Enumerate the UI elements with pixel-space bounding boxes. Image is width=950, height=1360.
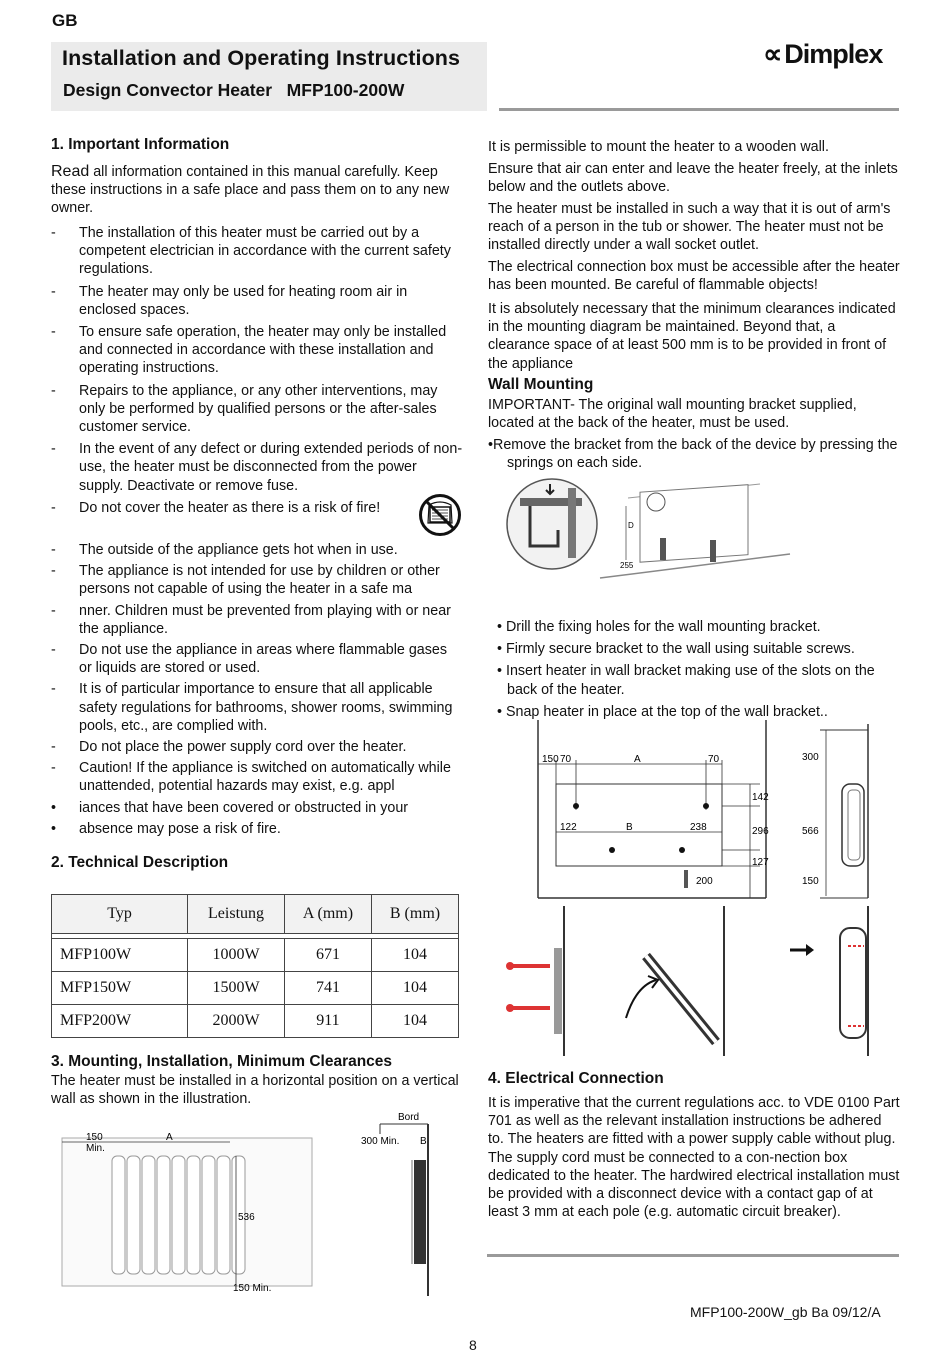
list-marker: - [51, 563, 56, 580]
do-not-cover-warning-icon [418, 493, 462, 537]
label-300-min: 300 Min. [361, 1136, 400, 1147]
table-row [52, 939, 459, 972]
screw-icon [510, 966, 550, 1008]
dim-142: 142 [752, 792, 769, 803]
section3-heading: 3. Mounting, Installation, Minimum Clearances [51, 1053, 393, 1070]
table-cell: 2000W [188, 1005, 285, 1038]
list-item-text: In the event of any defect or during extended periods of non-use, the heater must be disconnected from the power supply. Deactivate or remove fuse. [79, 441, 463, 494]
side-heater [414, 1160, 426, 1264]
label-bord: Bord [398, 1112, 420, 1123]
page-number: 8 [469, 1337, 477, 1353]
logo-text: Dimplex [784, 39, 883, 69]
list-marker: - [51, 602, 56, 619]
mounting-dimension-diagram [520, 720, 900, 902]
wall-mounting-important: IMPORTANT- The original wall mounting bracket supplied, located at the back of the heater, must be used. [488, 397, 857, 432]
dim-536: 536 [238, 1212, 255, 1223]
list-item-text: Do not use the appliance in areas where flammable gases or liquids are stored or used. [79, 642, 447, 677]
list-marker: - [51, 499, 56, 516]
dim-566: 566 [802, 826, 819, 837]
label-b: B [420, 1136, 427, 1147]
table-header-row [52, 895, 459, 934]
dim-150-min: 150 Min. [233, 1283, 272, 1294]
list-marker: - [51, 324, 56, 341]
section4-text: It is imperative that the current regulations acc. to VDE 0100 Part 701 as well as the relevant installation instructions be adhered to. The heaters are fitted with a power supply cable without plug. The supply cord must be connected to a con-nection box dedicated to the heater. The hardwired electrical installation must be provided with a disconnect device with a contact gap of at least 3 mm at each pole (e.g. automatic circuit breaker). [488, 1095, 900, 1221]
list-marker: • [51, 820, 57, 837]
list-item [51, 562, 463, 598]
list-item-text: iances that have been covered or obstructed in your [79, 799, 409, 816]
list-item [51, 440, 463, 495]
list-item [51, 224, 463, 279]
list-marker: - [51, 739, 56, 756]
list-item [51, 323, 463, 378]
list-item-text: Do not cover the heater as there is a risk of fire! [79, 499, 381, 516]
list-item [51, 820, 463, 838]
list-marker: • [51, 799, 57, 816]
list-item [51, 283, 463, 319]
list-item-text: nner. Children must be prevented from playing with or near the appliance. [79, 602, 451, 637]
intro-first-word: Read [51, 163, 90, 180]
table-header-cell: Typ [52, 895, 188, 934]
list-item [51, 641, 463, 677]
list-marker: - [51, 681, 56, 698]
table-cell: 104 [371, 939, 458, 972]
list-item [51, 602, 463, 638]
label-d: D [628, 521, 634, 530]
dim-b: B [626, 822, 633, 833]
dim-150: 150 [542, 754, 559, 765]
list-item-text: Repairs to the appliance, or any other interventions, may only be performed by qualified persons or the after-sales customer service. [79, 382, 438, 436]
list-item-text: Caution! If the appliance is switched on automatically while unattended, potential hazards may exist, e.g. appl [79, 760, 451, 795]
table-cell: 741 [284, 972, 371, 1005]
mounting-steps [488, 618, 900, 725]
list-item: • Insert heater in wall bracket making use of the slots on the back of the heater. [497, 663, 875, 698]
intro-text: all information contained in this manual carefully. Keep these instructions in a safe place and pass them on to any new owner. [51, 164, 450, 217]
dim-150-bottom: 150 [802, 876, 819, 887]
list-item: • Snap heater in place at the top of the wall bracket.. [497, 703, 828, 720]
heater-fins [112, 1156, 245, 1274]
table-cell: 911 [284, 1005, 371, 1038]
safety-list-b [51, 541, 463, 841]
list-item-text: The outside of the appliance gets hot when in use. [79, 542, 398, 558]
technical-table [51, 894, 459, 1038]
dim-70-left: 70 [560, 754, 572, 765]
table-cell: 1000W [188, 939, 285, 972]
table-header-cell: A (mm) [284, 895, 371, 934]
right-para-4: The electrical connection box must be accessible after the heater has been mounted. Be careful of flammable objects! [488, 259, 900, 294]
list-marker: - [51, 225, 56, 241]
dim-200: 200 [696, 876, 713, 887]
list-item [51, 541, 463, 559]
arrow-right-icon [806, 944, 814, 956]
list-item [51, 738, 463, 756]
list-item-text: The heater may only be used for heating room air in enclosed spaces. [79, 283, 408, 318]
list-item-text: It is of particular importance to ensure that all applicable safety regulations for bathrooms, shower rooms, swimming pools, etc., are complied with. [79, 681, 453, 734]
section1-heading: 1. Important Information [51, 136, 230, 153]
list-item: • Firmly secure bracket to the wall using suitable screws. [497, 641, 855, 658]
table-row [52, 1005, 459, 1038]
table-cell: MFP100W [52, 939, 188, 972]
list-item [51, 759, 463, 795]
wall-mounting-bullet-1: •Remove the bracket from the back of the device by pressing the springs on each side. [488, 437, 898, 472]
section1-intro [51, 163, 463, 218]
wall-mounting-heading: Wall Mounting [488, 376, 594, 393]
dimplex-logo [763, 38, 882, 70]
logo-mark-icon: ∝ [763, 39, 782, 69]
table-cell: MFP200W [52, 1005, 188, 1038]
list-item-text: Do not place the power supply cord over the heater. [79, 739, 407, 756]
language-code: GB [52, 11, 78, 30]
document-subtitle: Design Convector Heater MFP100-200W [63, 80, 405, 100]
document-code: MFP100-200W_gb Ba 09/12/A [690, 1304, 881, 1320]
list-item-text: absence may pose a risk of fire. [79, 820, 281, 837]
dim-127: 127 [752, 857, 769, 868]
right-para-2: Ensure that air can enter and leave the heater freely, at the inlets below and the outlets above. [488, 161, 898, 196]
list-marker: - [51, 441, 56, 458]
list-item [51, 680, 463, 735]
right-para-5: It is absolutely necessary that the minimum clearances indicated in the mounting diagram be maintained. Beyond that, a clearance space of at least 500 mm is to be provided in front of the appliance [488, 301, 896, 372]
table-cell: 1500W [188, 972, 285, 1005]
dim-300: 300 [802, 752, 819, 763]
list-item-text: The appliance is not intended for use by children or other persons not capable of using the heater in a safe ma [79, 563, 440, 598]
table-cell: 671 [284, 939, 371, 972]
table-row [52, 972, 459, 1005]
list-marker: - [51, 642, 56, 659]
list-item: • Drill the fixing holes for the wall mounting bracket. [497, 619, 821, 635]
label-255: 255 [620, 561, 634, 570]
bracket-diagram [500, 478, 900, 608]
dim-150: 150 [86, 1132, 103, 1143]
footer-rule [487, 1254, 899, 1257]
dim-296: 296 [752, 826, 769, 837]
safety-list-a [51, 224, 463, 521]
list-item [51, 499, 463, 517]
header-rule [499, 108, 899, 111]
right-para-3: The heater must be installed in such a way that it is out of arm's reach of a person in the tub or shower. The heater must not be installed directly under a wall socket outlet. [488, 201, 891, 254]
document-title: Installation and Operating Instructions [62, 46, 461, 70]
dim-238: 238 [690, 822, 707, 833]
installation-sequence-diagram [496, 906, 896, 1056]
list-marker: - [51, 382, 56, 399]
table-cell: 104 [371, 972, 458, 1005]
table-cell: MFP150W [52, 972, 188, 1005]
table-header-cell: B (mm) [371, 895, 458, 934]
list-item [51, 382, 463, 437]
dim-a: A [166, 1132, 173, 1143]
section3-text: The heater must be installed in a horizontal position on a vertical wall as shown in the illustration. [51, 1073, 459, 1108]
dim-122: 122 [560, 822, 577, 833]
list-item-text: To ensure safe operation, the heater may only be installed and connected in accordance with these installation and operating instructions. [79, 324, 447, 377]
right-para-1: It is permissible to mount the heater to a wooden wall. [488, 139, 829, 155]
dim-70-right: 70 [708, 754, 720, 765]
table-cell: 104 [371, 1005, 458, 1038]
list-item [51, 799, 463, 817]
list-marker: - [51, 283, 56, 300]
list-marker: - [51, 760, 56, 777]
dim-a: A [634, 754, 641, 765]
list-marker: - [51, 542, 56, 558]
section4-heading: 4. Electrical Connection [488, 1070, 664, 1087]
section2-heading: 2. Technical Description [51, 854, 229, 871]
dim-min: Min. [86, 1143, 105, 1154]
table-header-cell: Leistung [188, 895, 285, 934]
list-item-text: The installation of this heater must be carried out by a competent electrician in accordance with the current safety regulations. [79, 225, 451, 278]
clearance-diagram [60, 1108, 460, 1298]
